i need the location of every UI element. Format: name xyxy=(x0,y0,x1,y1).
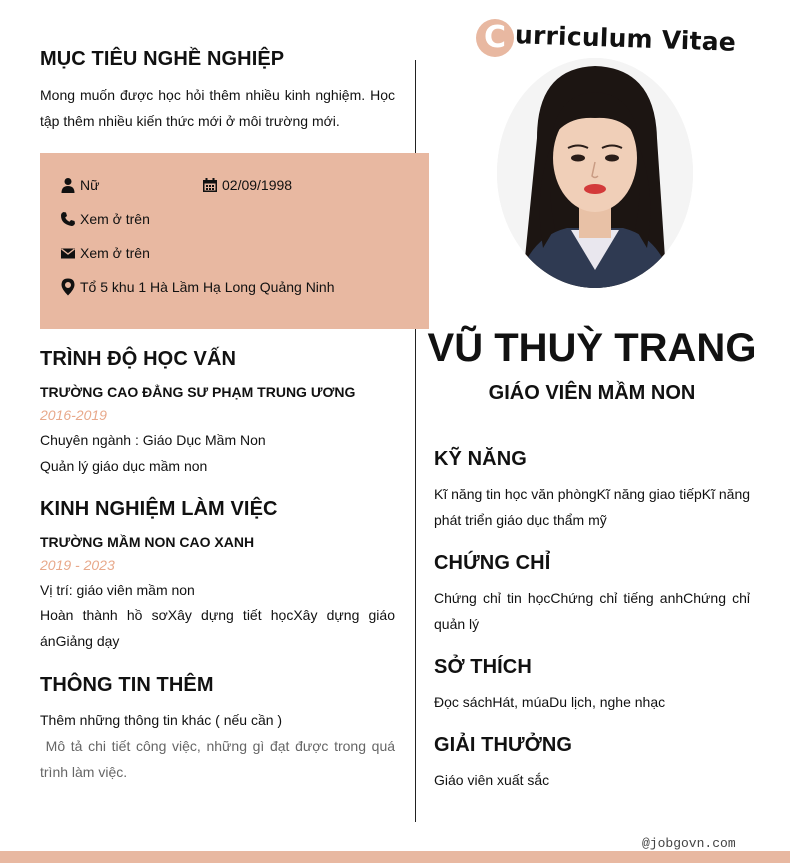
skills-text: Kĩ năng tin học văn phòngKĩ năng giao tiếpKĩ năng phát triển giáo dục thẩm mỹ xyxy=(434,486,751,528)
additional-line1: Thêm những thông tin khác ( nếu cần ) xyxy=(40,712,283,728)
awards-title: GIẢI THƯỞNG xyxy=(434,734,573,756)
watermark: @jobgovn.com xyxy=(642,836,736,851)
skills-title: KỸ NĂNG xyxy=(434,448,527,470)
experience-description: Hoàn thành hồ sơXây dựng tiết họcXây dựng giáo ánGiảng dạy xyxy=(40,607,395,649)
email-row xyxy=(60,245,150,261)
additional-title: THÔNG TIN THÊM xyxy=(40,674,214,696)
education-years: 2016-2019 xyxy=(40,407,107,423)
education-school: TRƯỜNG CAO ĐẲNG SƯ PHẠM TRUNG ƯƠNG xyxy=(40,384,356,400)
phone-value: Xem ở trên xyxy=(80,211,150,227)
birthdate-row xyxy=(202,177,292,193)
user-icon xyxy=(60,177,76,193)
logo-text: urriculum Vitae xyxy=(514,19,737,57)
awards-text: Giáo viên xuất sắc xyxy=(434,772,550,788)
logo-circle xyxy=(476,19,514,57)
education-description: Quản lý giáo dục mầm non xyxy=(40,458,208,474)
person-role: GIÁO VIÊN MẦM NON xyxy=(488,382,696,404)
experience-title: KINH NGHIỆM LÀM VIỆC xyxy=(40,498,278,520)
calendar-icon xyxy=(202,177,218,193)
cv-logo xyxy=(476,18,736,58)
person-name: VŨ THUỲ TRANG xyxy=(427,326,757,370)
certificates-text: Chứng chỉ tin họcChứng chỉ tiếng anhChứng chỉ quản lý xyxy=(434,590,750,632)
objective-title: MỤC TIÊU NGHỀ NGHIỆP xyxy=(40,48,285,70)
phone-icon xyxy=(60,211,76,227)
experience-company: TRƯỜNG MẦM NON CAO XANH xyxy=(40,534,255,550)
education-title: TRÌNH ĐỘ HỌC VẤN xyxy=(40,348,237,370)
profile-photo xyxy=(497,58,693,288)
hobbies-title: SỞ THÍCH xyxy=(434,656,532,678)
email-value: Xem ở trên xyxy=(80,245,150,261)
gender-value: Nữ xyxy=(80,177,100,193)
objective-text: Mong muốn được học hỏi thêm nhiều kinh nghiệm. Học tập thêm nhiều kiến thức mới ở môi trường mới. xyxy=(40,87,395,129)
phone-row xyxy=(60,211,150,227)
address-row xyxy=(60,277,335,297)
map-pin-icon xyxy=(60,277,76,297)
gender-row xyxy=(60,177,99,193)
hobbies-text: Đọc sáchHát, múaDu lịch, nghe nhạc xyxy=(434,694,666,710)
logo-initial: C xyxy=(483,20,507,55)
contact-info-box xyxy=(40,153,429,329)
experience-position: Vị trí: giáo viên mầm non xyxy=(40,582,195,598)
address-value: Tổ 5 khu 1 Hà Lầm Hạ Long Quảng Ninh xyxy=(80,279,335,295)
footer-bar xyxy=(0,851,790,863)
certificates-title: CHỨNG CHỈ xyxy=(434,552,551,574)
birthdate-value: 02/09/1998 xyxy=(222,177,293,193)
education-major: Chuyên ngành : Giáo Dục Mầm Non xyxy=(40,432,266,448)
envelope-icon xyxy=(60,245,76,261)
experience-years: 2019 - 2023 xyxy=(40,557,115,573)
additional-line2: Mô tả chi tiết công việc, những gì đạt được trong quá trình làm việc. xyxy=(40,738,399,780)
